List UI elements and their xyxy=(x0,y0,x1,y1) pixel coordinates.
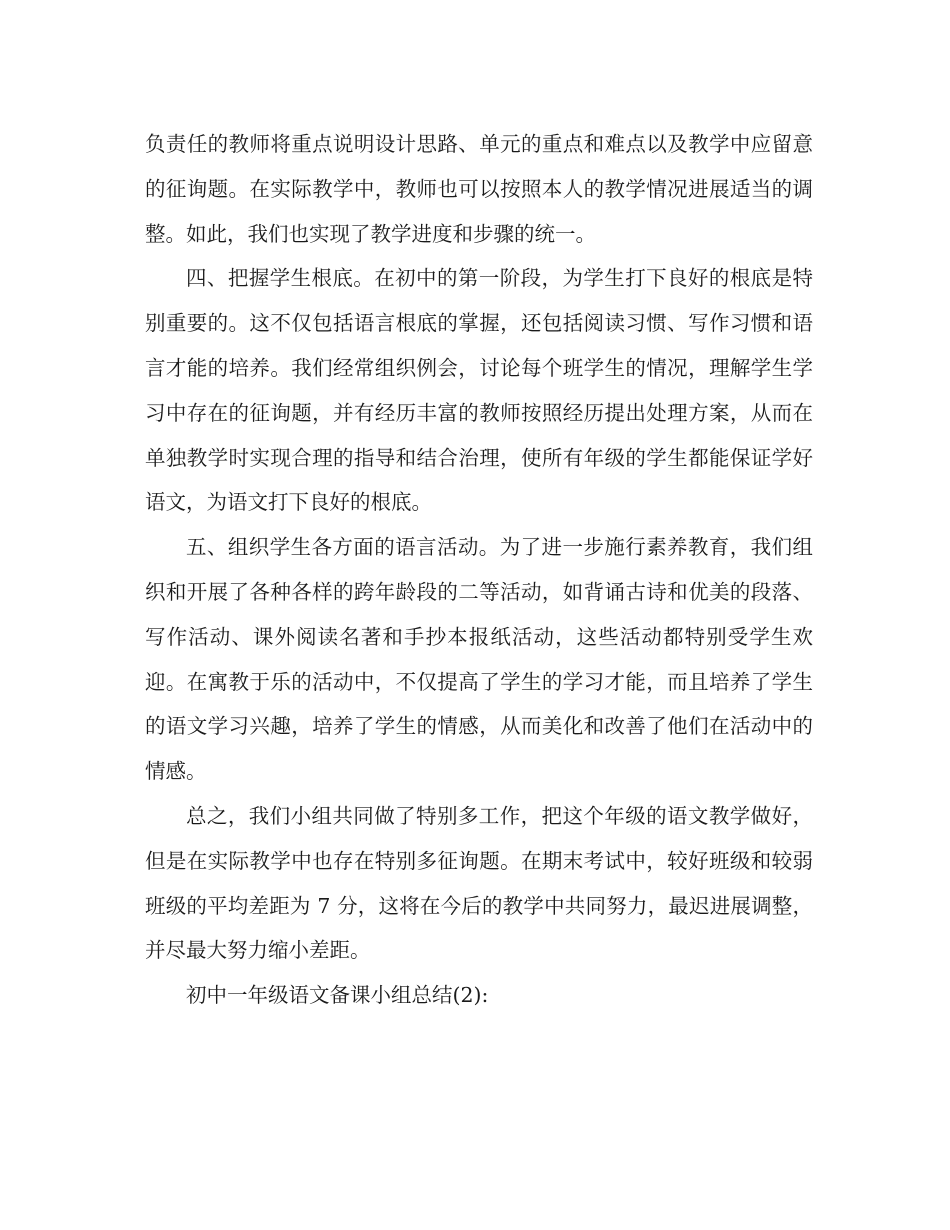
paragraph-section-four: 四、把握学生根底。在初中的第一阶段，为学生打下良好的根底是特别重要的。这不仅包括语言根底的掌握，还包括阅读习惯、写作习惯和语言才能的培养。我们经常组织例会，讨论每个班学生的情况，理解学生学习中存在的征询题，并有经历丰富的教师按照经历提出处理方案，从而在单独教学时实现合理的指导和结合治理，使所有年级的学生都能保证学好语文，为语文打下良好的根底。 xyxy=(145,266,813,515)
paragraph-next-heading: 初中一年级语文备课小组总结(2): xyxy=(186,983,489,1008)
document-body xyxy=(145,122,813,1018)
paragraph-continuation: 负责任的教师将重点说明设计思路、单元的重点和难点以及教学中应留意的征询题。在实际教学中，教师也可以按照本人的教学情况进展适当的调整。如此，我们也实现了教学进度和步骤的统一。 xyxy=(145,132,813,246)
paragraph-section-five: 五、组织学生各方面的语言活动。为了进一步施行素养教育，我们组织和开展了各种各样的跨年龄段的二等活动，如背诵古诗和优美的段落、写作活动、课外阅读名著和手抄本报纸活动，这些活动都特别受学生欢迎。在寓教于乐的活动中，不仅提高了学生的学习才能，而且培养了学生的语文学习兴趣，培养了学生的情感，从而美化和改善了他们在活动中的情感。 xyxy=(145,535,813,784)
paragraph-conclusion: 总之，我们小组共同做了特别多工作，把这个年级的语文教学做好，但是在实际教学中也存在特别多征询题。在期末考试中，较好班级和较弱班级的平均差距为 7 分，这将在今后的教学中共同努力，最迟进展调整，并尽最大努力缩小差距。 xyxy=(145,803,813,963)
